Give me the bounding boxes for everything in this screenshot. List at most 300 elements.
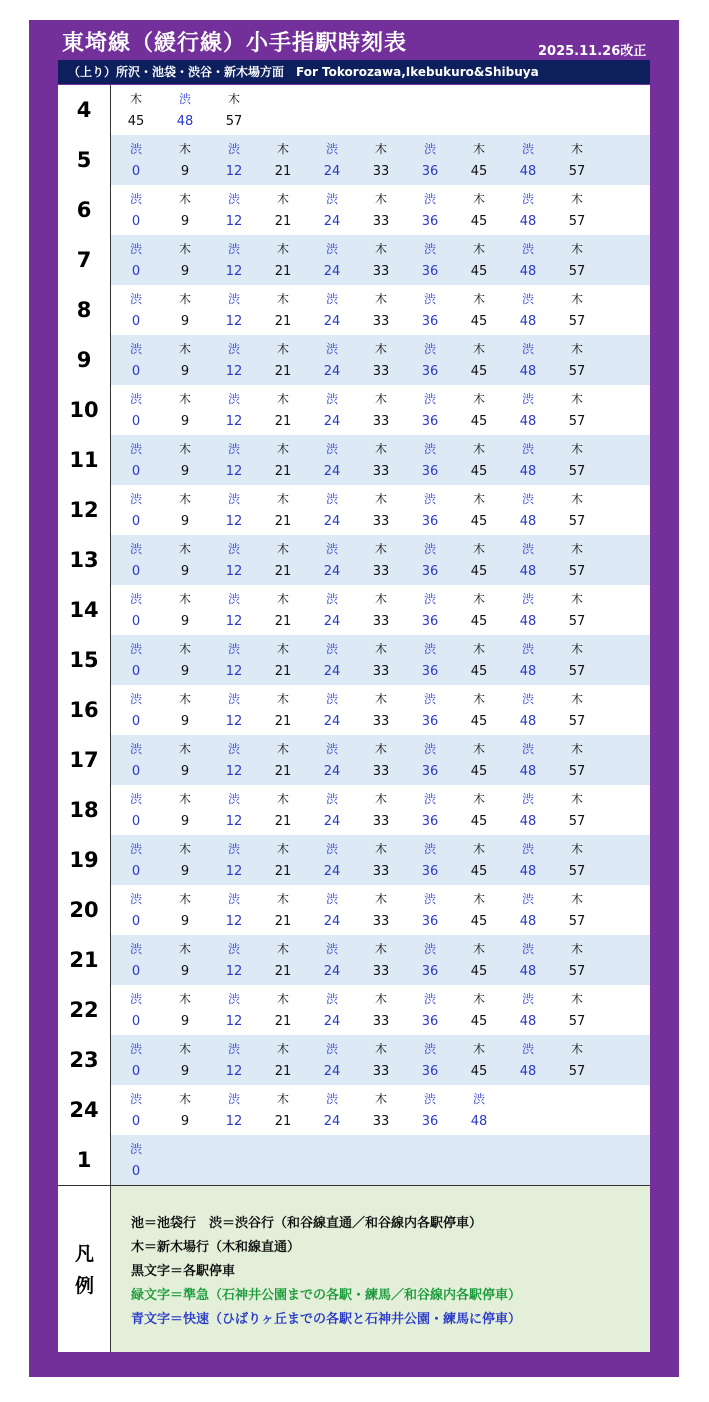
departure xyxy=(116,635,156,685)
destination-mark: 渋 xyxy=(423,842,436,856)
destination-mark: 木 xyxy=(472,292,485,306)
destination-mark: 渋 xyxy=(423,492,436,506)
destination-mark: 渋 xyxy=(227,142,240,156)
departure-minute: 24 xyxy=(323,1114,341,1129)
destination-mark: 渋 xyxy=(325,642,338,656)
departure xyxy=(459,485,499,535)
destination-mark: 木 xyxy=(570,442,583,456)
departure-minute: 57 xyxy=(568,1014,586,1029)
departure xyxy=(214,635,254,685)
destination-mark: 木 xyxy=(276,442,289,456)
departure-minute: 48 xyxy=(176,114,194,129)
departure-minute: 33 xyxy=(372,364,390,379)
destination-mark: 木 xyxy=(276,292,289,306)
departure xyxy=(263,335,303,385)
departure xyxy=(165,85,205,135)
departure-minute: 0 xyxy=(131,464,141,479)
departure xyxy=(410,435,450,485)
departure xyxy=(410,835,450,885)
departure xyxy=(557,535,597,585)
departure-minute: 36 xyxy=(421,464,439,479)
departure xyxy=(410,135,450,185)
destination-mark: 木 xyxy=(178,992,191,1006)
departure xyxy=(508,685,548,735)
departure-minute: 21 xyxy=(274,1014,292,1029)
departure xyxy=(410,585,450,635)
departure-minute: 33 xyxy=(372,764,390,779)
legend xyxy=(58,1186,650,1352)
departure xyxy=(165,435,205,485)
destination-mark: 木 xyxy=(570,192,583,206)
destination-mark: 木 xyxy=(472,142,485,156)
departure xyxy=(165,185,205,235)
destination-mark: 渋 xyxy=(423,292,436,306)
departure xyxy=(165,235,205,285)
departure xyxy=(508,985,548,1035)
departure xyxy=(459,535,499,585)
hour-label: 8 xyxy=(58,285,111,335)
destination-mark: 渋 xyxy=(325,842,338,856)
departure xyxy=(165,485,205,535)
destination-mark: 渋 xyxy=(521,1042,534,1056)
departure-minute: 33 xyxy=(372,464,390,479)
departure-minute: 9 xyxy=(180,364,190,379)
departure xyxy=(214,785,254,835)
destination-mark: 木 xyxy=(374,692,387,706)
destination-mark: 渋 xyxy=(129,1092,142,1106)
departure-minute: 57 xyxy=(568,564,586,579)
departure-minute: 0 xyxy=(131,664,141,679)
destination-mark: 木 xyxy=(276,592,289,606)
departure xyxy=(312,335,352,385)
departure-minute: 48 xyxy=(519,664,537,679)
destination-mark: 渋 xyxy=(325,1092,338,1106)
departure-minute: 45 xyxy=(470,864,488,879)
destination-mark: 木 xyxy=(472,542,485,556)
destination-mark: 渋 xyxy=(129,642,142,656)
hour-row xyxy=(58,1135,650,1185)
departure-minute: 36 xyxy=(421,364,439,379)
departure-minute: 0 xyxy=(131,414,141,429)
departure-minute: 24 xyxy=(323,164,341,179)
departure xyxy=(361,935,401,985)
destination-mark: 渋 xyxy=(423,992,436,1006)
destination-mark: 渋 xyxy=(423,692,436,706)
departure-minute: 33 xyxy=(372,414,390,429)
departure xyxy=(361,735,401,785)
departure-minute: 57 xyxy=(568,464,586,479)
departure xyxy=(361,685,401,735)
destination-mark: 木 xyxy=(374,792,387,806)
destination-mark: 木 xyxy=(178,342,191,356)
departure-minute: 12 xyxy=(225,1114,243,1129)
departure-minute: 0 xyxy=(131,514,141,529)
departure xyxy=(263,735,303,785)
destination-mark: 木 xyxy=(276,892,289,906)
destination-mark: 木 xyxy=(570,1042,583,1056)
departure-minute: 21 xyxy=(274,414,292,429)
departure-minute: 48 xyxy=(519,814,537,829)
departure-minute: 24 xyxy=(323,314,341,329)
destination-mark: 渋 xyxy=(227,392,240,406)
hour-label: 18 xyxy=(58,785,111,835)
destination-mark: 木 xyxy=(374,192,387,206)
destination-mark: 渋 xyxy=(129,492,142,506)
departure-minute: 24 xyxy=(323,814,341,829)
destination-mark: 渋 xyxy=(423,542,436,556)
destination-mark: 渋 xyxy=(325,992,338,1006)
departure-minute: 0 xyxy=(131,364,141,379)
departure xyxy=(410,885,450,935)
departure xyxy=(116,535,156,585)
departure xyxy=(361,285,401,335)
departure-minute: 36 xyxy=(421,864,439,879)
destination-mark: 木 xyxy=(472,892,485,906)
departure-minute: 57 xyxy=(568,514,586,529)
departure-minute: 48 xyxy=(519,714,537,729)
departure xyxy=(557,585,597,635)
departure xyxy=(459,185,499,235)
hour-label: 19 xyxy=(58,835,111,885)
destination-mark: 木 xyxy=(472,592,485,606)
departure xyxy=(508,735,548,785)
departure-minute: 48 xyxy=(519,1014,537,1029)
destination-mark: 渋 xyxy=(521,942,534,956)
destination-mark: 渋 xyxy=(423,342,436,356)
departure xyxy=(459,935,499,985)
departure-minute: 45 xyxy=(470,1014,488,1029)
departure-minute: 24 xyxy=(323,1064,341,1079)
destination-mark: 渋 xyxy=(129,442,142,456)
destination-mark: 渋 xyxy=(423,1092,436,1106)
departure xyxy=(116,1035,156,1085)
departure xyxy=(557,185,597,235)
destination-mark: 木 xyxy=(570,692,583,706)
destination-mark: 木 xyxy=(178,292,191,306)
hour-label: 1 xyxy=(58,1135,111,1185)
hour-label: 22 xyxy=(58,985,111,1035)
departure-minute: 21 xyxy=(274,564,292,579)
departure xyxy=(214,135,254,185)
destination-mark: 木 xyxy=(374,842,387,856)
departure-minute: 57 xyxy=(568,814,586,829)
departure-minute: 33 xyxy=(372,714,390,729)
destination-mark: 渋 xyxy=(325,542,338,556)
departure xyxy=(165,685,205,735)
departure-minute: 48 xyxy=(519,214,537,229)
departure-minute: 9 xyxy=(180,314,190,329)
departure xyxy=(214,1035,254,1085)
departure-minute: 0 xyxy=(131,1014,141,1029)
departure xyxy=(116,985,156,1035)
departure-minute: 33 xyxy=(372,264,390,279)
destination-mark: 渋 xyxy=(227,492,240,506)
departure-minute: 57 xyxy=(568,164,586,179)
departure xyxy=(410,185,450,235)
departure xyxy=(557,1035,597,1085)
destination-mark: 渋 xyxy=(325,592,338,606)
departure xyxy=(312,585,352,635)
departure xyxy=(361,385,401,435)
departure-minute: 9 xyxy=(180,564,190,579)
departure xyxy=(557,785,597,835)
departure xyxy=(508,585,548,635)
departure-minute: 36 xyxy=(421,264,439,279)
departure xyxy=(165,285,205,335)
departure xyxy=(263,835,303,885)
departure xyxy=(508,535,548,585)
destination-mark: 渋 xyxy=(325,742,338,756)
departure-minute: 33 xyxy=(372,664,390,679)
departure-minute: 12 xyxy=(225,314,243,329)
departure xyxy=(557,285,597,335)
departure-minute: 48 xyxy=(519,564,537,579)
departure-minute: 57 xyxy=(568,214,586,229)
departure xyxy=(557,135,597,185)
departure-minute: 21 xyxy=(274,964,292,979)
departure xyxy=(459,885,499,935)
departure xyxy=(508,935,548,985)
departure xyxy=(459,585,499,635)
departure xyxy=(361,435,401,485)
departure xyxy=(214,1085,254,1135)
departure xyxy=(263,285,303,335)
departure xyxy=(116,935,156,985)
departure xyxy=(263,985,303,1035)
destination-mark: 渋 xyxy=(227,992,240,1006)
departure xyxy=(116,1135,156,1185)
departure xyxy=(410,235,450,285)
departure-minute: 57 xyxy=(568,964,586,979)
departure xyxy=(312,435,352,485)
departure xyxy=(263,585,303,635)
departure xyxy=(165,385,205,435)
departure xyxy=(410,285,450,335)
departure-minute: 24 xyxy=(323,964,341,979)
destination-mark: 木 xyxy=(570,792,583,806)
departure-minute: 12 xyxy=(225,214,243,229)
departure xyxy=(312,785,352,835)
hour-row xyxy=(58,535,650,585)
destination-mark: 渋 xyxy=(423,942,436,956)
departure xyxy=(557,835,597,885)
destination-mark: 渋 xyxy=(129,392,142,406)
departure xyxy=(557,485,597,535)
destination-mark: 渋 xyxy=(521,742,534,756)
departure-minute: 12 xyxy=(225,564,243,579)
departure xyxy=(312,885,352,935)
departure-minute: 48 xyxy=(519,964,537,979)
destination-mark: 木 xyxy=(570,742,583,756)
departure xyxy=(214,935,254,985)
destination-mark: 木 xyxy=(178,742,191,756)
destination-mark: 木 xyxy=(570,292,583,306)
destination-mark: 木 xyxy=(570,642,583,656)
departure xyxy=(214,585,254,635)
departure-minute: 45 xyxy=(470,1064,488,1079)
destination-mark: 木 xyxy=(276,642,289,656)
departure xyxy=(116,885,156,935)
destination-mark: 渋 xyxy=(129,592,142,606)
destination-mark: 木 xyxy=(472,692,485,706)
departure xyxy=(410,535,450,585)
legend-line: 木＝新木場行（木和線直通） xyxy=(131,1240,301,1255)
departure xyxy=(116,285,156,335)
destination-mark: 渋 xyxy=(521,642,534,656)
destination-mark: 木 xyxy=(472,842,485,856)
departure-minute: 9 xyxy=(180,714,190,729)
departure-minute: 9 xyxy=(180,864,190,879)
departure xyxy=(263,535,303,585)
departure-minute: 24 xyxy=(323,564,341,579)
departure-minute: 36 xyxy=(421,714,439,729)
destination-mark: 渋 xyxy=(227,342,240,356)
departure xyxy=(361,785,401,835)
destination-mark: 木 xyxy=(178,1042,191,1056)
destination-mark: 渋 xyxy=(521,792,534,806)
departure xyxy=(312,535,352,585)
departure xyxy=(508,435,548,485)
destination-mark: 渋 xyxy=(227,892,240,906)
destination-mark: 木 xyxy=(276,192,289,206)
departure xyxy=(410,785,450,835)
departure-minute: 48 xyxy=(519,914,537,929)
departure-minute: 36 xyxy=(421,164,439,179)
destination-mark: 木 xyxy=(129,92,142,106)
destination-mark: 渋 xyxy=(129,192,142,206)
hour-label: 9 xyxy=(58,335,111,385)
departure xyxy=(263,1035,303,1085)
hour-row xyxy=(58,435,650,485)
departure xyxy=(116,585,156,635)
departure-minute: 12 xyxy=(225,364,243,379)
departure-minute: 0 xyxy=(131,1114,141,1129)
departure xyxy=(361,635,401,685)
destination-mark: 渋 xyxy=(227,592,240,606)
destination-mark: 渋 xyxy=(129,542,142,556)
hour-row xyxy=(58,285,650,335)
departure xyxy=(165,1085,205,1135)
destination-mark: 木 xyxy=(374,442,387,456)
destination-mark: 木 xyxy=(472,642,485,656)
departure-minute: 48 xyxy=(519,614,537,629)
departure xyxy=(557,435,597,485)
hour-row xyxy=(58,835,650,885)
destination-mark: 木 xyxy=(570,342,583,356)
departure xyxy=(508,285,548,335)
destination-mark: 木 xyxy=(374,1092,387,1106)
departure-minute: 45 xyxy=(470,264,488,279)
hour-row xyxy=(58,935,650,985)
departure xyxy=(214,435,254,485)
departure xyxy=(459,735,499,785)
departure xyxy=(410,485,450,535)
departure xyxy=(361,1085,401,1135)
departure xyxy=(508,335,548,385)
destination-mark: 木 xyxy=(276,1092,289,1106)
departure-minute: 24 xyxy=(323,1014,341,1029)
departure xyxy=(165,885,205,935)
destination-mark: 渋 xyxy=(129,892,142,906)
legend-line: 黒文字＝各駅停車 xyxy=(131,1264,236,1279)
departure xyxy=(361,235,401,285)
departure-minute: 0 xyxy=(131,264,141,279)
departure-minute: 36 xyxy=(421,414,439,429)
destination-mark: 木 xyxy=(374,592,387,606)
departure-minute: 9 xyxy=(180,664,190,679)
departure xyxy=(508,485,548,535)
destination-mark: 木 xyxy=(472,742,485,756)
departure xyxy=(361,185,401,235)
departure xyxy=(214,385,254,435)
hour-row xyxy=(58,135,650,185)
hour-label: 6 xyxy=(58,185,111,235)
destination-mark: 渋 xyxy=(423,442,436,456)
departure xyxy=(214,835,254,885)
departure xyxy=(116,185,156,235)
departure-minute: 21 xyxy=(274,514,292,529)
departure xyxy=(459,235,499,285)
departure xyxy=(214,285,254,335)
departure-minute: 45 xyxy=(470,564,488,579)
departure-minute: 24 xyxy=(323,914,341,929)
destination-mark: 木 xyxy=(570,942,583,956)
departure-minute: 45 xyxy=(470,614,488,629)
destination-mark: 渋 xyxy=(521,392,534,406)
destination-mark: 渋 xyxy=(129,942,142,956)
destination-mark: 木 xyxy=(178,1092,191,1106)
departure-minute: 45 xyxy=(470,764,488,779)
departure-minute: 9 xyxy=(180,464,190,479)
destination-mark: 渋 xyxy=(325,392,338,406)
departure-minute: 24 xyxy=(323,464,341,479)
departure xyxy=(214,335,254,385)
departure-minute: 21 xyxy=(274,714,292,729)
departure xyxy=(214,885,254,935)
revision-date: 2025.11.26改正 xyxy=(538,44,647,59)
destination-mark: 木 xyxy=(570,492,583,506)
departure-minute: 45 xyxy=(470,964,488,979)
departure xyxy=(410,1035,450,1085)
destination-mark: 木 xyxy=(374,542,387,556)
departure xyxy=(361,585,401,635)
departure-minute: 9 xyxy=(180,814,190,829)
departure xyxy=(116,485,156,535)
departure-minute: 33 xyxy=(372,314,390,329)
destination-mark: 渋 xyxy=(521,292,534,306)
departure xyxy=(214,485,254,535)
destination-mark: 木 xyxy=(178,892,191,906)
departure-minute: 9 xyxy=(180,164,190,179)
departure xyxy=(214,685,254,735)
destination-mark: 木 xyxy=(374,1042,387,1056)
departure-minute: 33 xyxy=(372,1064,390,1079)
hour-row xyxy=(58,735,650,785)
destination-mark: 木 xyxy=(178,792,191,806)
destination-mark: 木 xyxy=(472,492,485,506)
departure xyxy=(459,685,499,735)
destination-mark: 渋 xyxy=(521,192,534,206)
departure-minute: 45 xyxy=(470,164,488,179)
legend-heading-char: 例 xyxy=(74,1275,94,1297)
departure-minute: 9 xyxy=(180,264,190,279)
destination-mark: 渋 xyxy=(521,592,534,606)
departure-minute: 0 xyxy=(131,964,141,979)
departure xyxy=(361,885,401,935)
departure-minute: 9 xyxy=(180,964,190,979)
departure xyxy=(459,335,499,385)
departure xyxy=(410,985,450,1035)
